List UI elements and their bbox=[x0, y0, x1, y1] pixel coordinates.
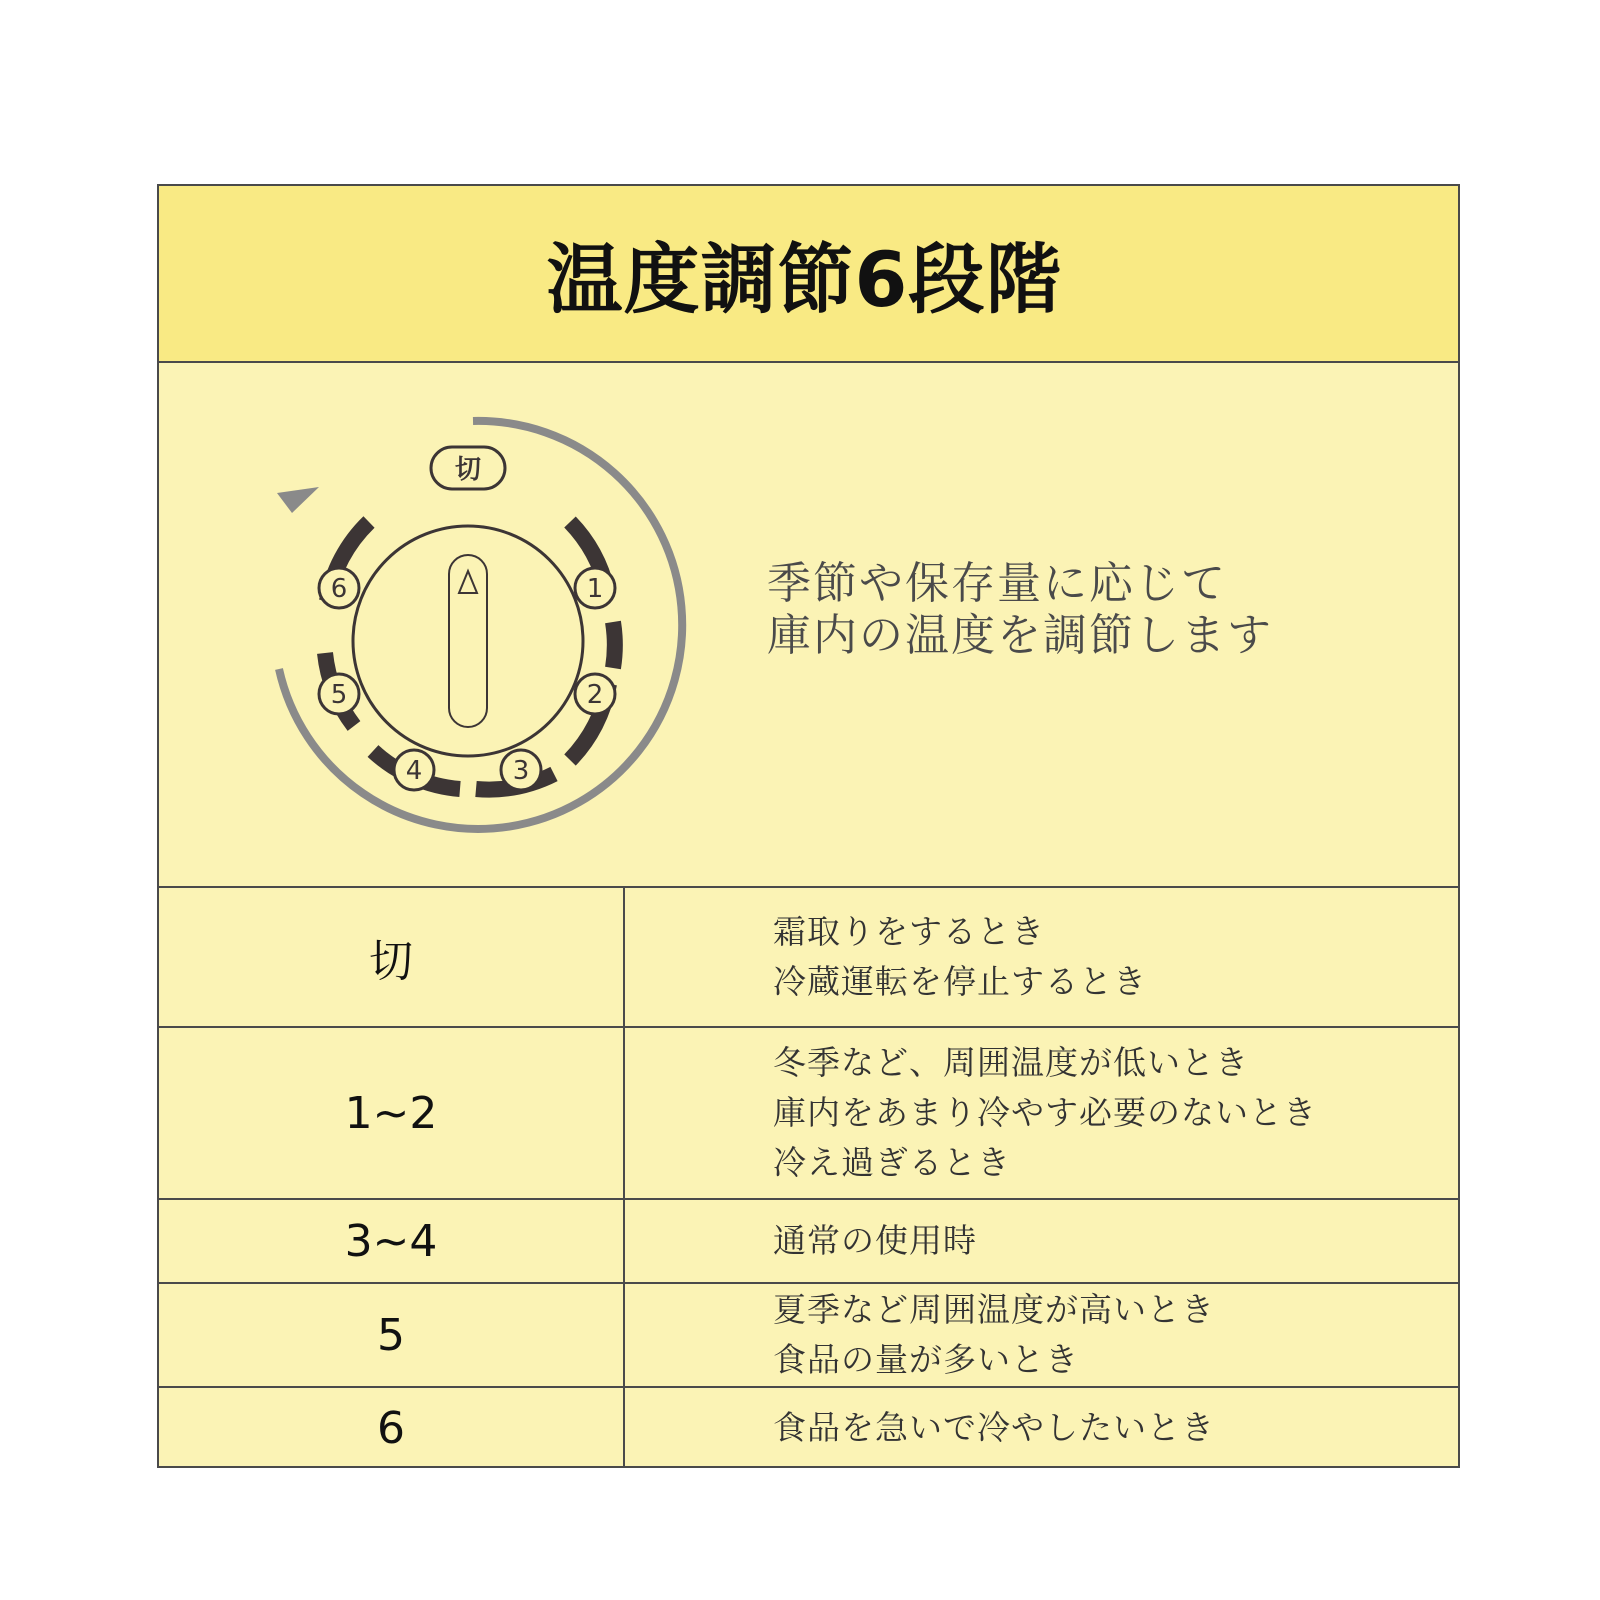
table-row bbox=[159, 1028, 1458, 1200]
dial-number-3 bbox=[501, 750, 541, 790]
dial-description bbox=[767, 558, 1273, 662]
dial-number-4 bbox=[394, 750, 434, 790]
usage-cell bbox=[625, 1284, 1458, 1386]
usage-line: 霜取りをするとき bbox=[773, 912, 1045, 951]
svg-text:4: 4 bbox=[405, 756, 423, 786]
setting-cell: 切 bbox=[159, 888, 625, 1026]
description-line: 季節や保存量に応じて bbox=[767, 558, 1227, 609]
table-row bbox=[159, 1388, 1458, 1468]
dial-number-6 bbox=[319, 568, 359, 608]
table-row bbox=[159, 1284, 1458, 1388]
svg-text:6: 6 bbox=[330, 574, 348, 604]
setting-cell: 5 bbox=[159, 1284, 625, 1386]
usage-line: 庫内をあまり冷やす必要のないとき bbox=[773, 1093, 1317, 1132]
segment-1b-icon bbox=[613, 622, 615, 668]
dial-number-1 bbox=[575, 568, 615, 608]
usage-line: 通常の使用時 bbox=[773, 1221, 977, 1260]
usage-line: 食品の量が多いとき bbox=[773, 1340, 1079, 1379]
usage-line: 冷蔵運転を停止するとき bbox=[773, 962, 1147, 1001]
svg-text:2: 2 bbox=[586, 680, 604, 710]
svg-text:1: 1 bbox=[586, 574, 604, 604]
usage-cell bbox=[625, 888, 1458, 1026]
arrowhead-icon bbox=[277, 487, 319, 513]
description-line: 庫内の温度を調節します bbox=[767, 610, 1273, 661]
svg-text:3: 3 bbox=[512, 756, 530, 786]
usage-cell bbox=[625, 1028, 1458, 1198]
usage-line: 冷え過ぎるとき bbox=[773, 1143, 1011, 1182]
dial-number-2 bbox=[575, 674, 615, 714]
setting-cell: 3~4 bbox=[159, 1200, 625, 1282]
temperature-dial-illustration bbox=[159, 363, 719, 883]
header bbox=[159, 186, 1458, 363]
dial-face bbox=[353, 526, 583, 756]
setting-cell: 1~2 bbox=[159, 1028, 625, 1198]
usage-line: 夏季など周囲温度が高いとき bbox=[773, 1290, 1215, 1329]
usage-cell bbox=[625, 1388, 1458, 1468]
settings-table bbox=[159, 888, 1458, 1468]
dial-section bbox=[159, 363, 1458, 888]
temperature-guide-panel bbox=[157, 184, 1460, 1468]
page-title: 温度調節6段階 bbox=[546, 235, 1063, 324]
usage-line: 冬季など、周囲温度が低いとき bbox=[773, 1043, 1249, 1082]
off-label bbox=[431, 447, 505, 489]
svg-text:5: 5 bbox=[330, 680, 348, 710]
table-row bbox=[159, 888, 1458, 1028]
usage-cell bbox=[625, 1200, 1458, 1282]
off-label-text: 切 bbox=[454, 455, 482, 485]
dial-number-5 bbox=[319, 674, 359, 714]
usage-line: 食品を急いで冷やしたいとき bbox=[773, 1408, 1215, 1447]
table-row bbox=[159, 1200, 1458, 1284]
setting-cell: 6 bbox=[159, 1388, 625, 1468]
